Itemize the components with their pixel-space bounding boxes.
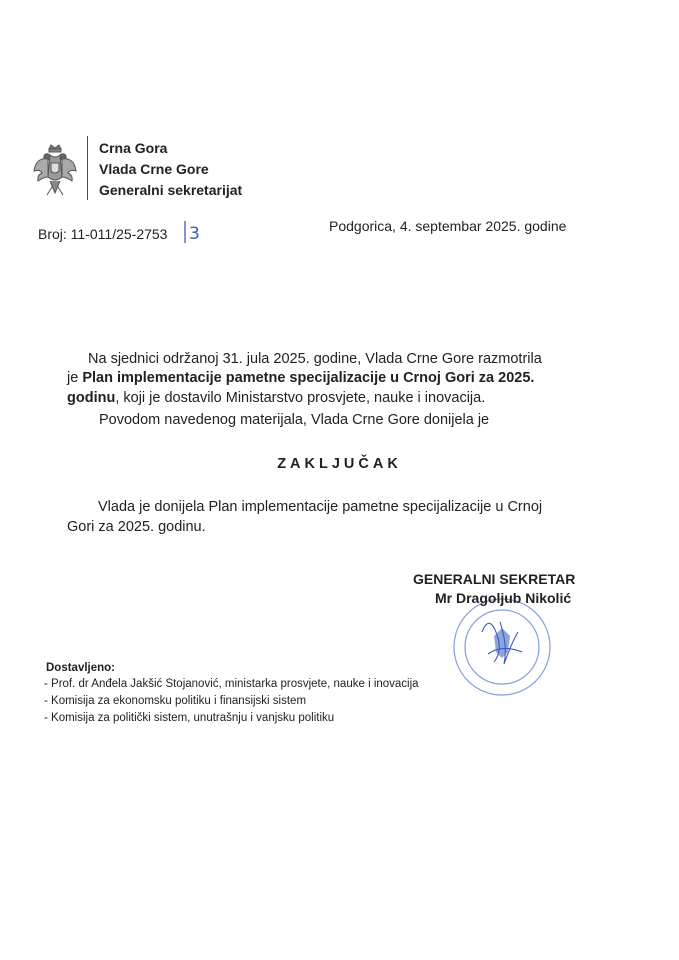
coat-of-arms-icon (32, 143, 78, 201)
conclusion-heading: ZAKLJUČAK (277, 456, 402, 472)
paragraph-1-line-3-rest: , koji je dostavilo Ministarstvo prosvjete, nauke i inovacija. (115, 390, 486, 406)
reference-number: Broj: 11-011/25-2753 (38, 226, 168, 242)
list-item: - Komisija za politički sistem, unutrašnju i vanjsku politiku (44, 712, 335, 724)
paragraph-2: Povodom navedenog materijala, Vlada Crne Gore donijela je (99, 412, 490, 428)
distribution-label: Dostavljeno: (46, 662, 116, 674)
paragraph-1-line-3 (67, 388, 485, 408)
list-item: - Komisija za ekonomsku politiku i finansijski sistem (44, 695, 307, 707)
paragraph-1-line-2 (67, 368, 534, 388)
list-item: - Prof. dr Anđela Jakšić Stojanović, ministarka prosvjete, nauke i inovacija (44, 678, 419, 690)
paragraph-3-line-1: Vlada je donijela Plan implementacije pametne specijalizacije u Crnoj (98, 499, 543, 515)
paragraph-3-line-2: Gori za 2025. godinu. (67, 519, 206, 535)
place-and-date: Podgorica, 4. septembar 2025. godine (329, 218, 567, 234)
org-line-secretariat: Generalni sekretarijat (99, 182, 243, 198)
distribution-list (44, 676, 419, 727)
org-line-government: Vlada Crne Gore (99, 161, 209, 177)
paragraph-1-line-1: Na sjednici održanoj 31. jula 2025. godine, Vlada Crne Gore razmotrila (88, 351, 542, 367)
header-divider (87, 136, 88, 200)
plan-title-bold: Plan implementacije pametne specijalizacije u Crnoj Gori za 2025. (82, 370, 535, 386)
org-line-country: Crna Gora (99, 140, 168, 156)
official-stamp (442, 592, 562, 702)
organization-header (99, 138, 242, 201)
handwritten-suffix (182, 219, 212, 245)
svg-text:3: 3 (189, 224, 200, 244)
plan-title-bold-end: godinu (67, 390, 116, 406)
signatory-name: Mr Dragoljub Nikolić (435, 590, 572, 606)
signatory-title: GENERALNI SEKRETAR (413, 571, 576, 587)
paragraph-1-line-2-start: je (67, 370, 83, 386)
